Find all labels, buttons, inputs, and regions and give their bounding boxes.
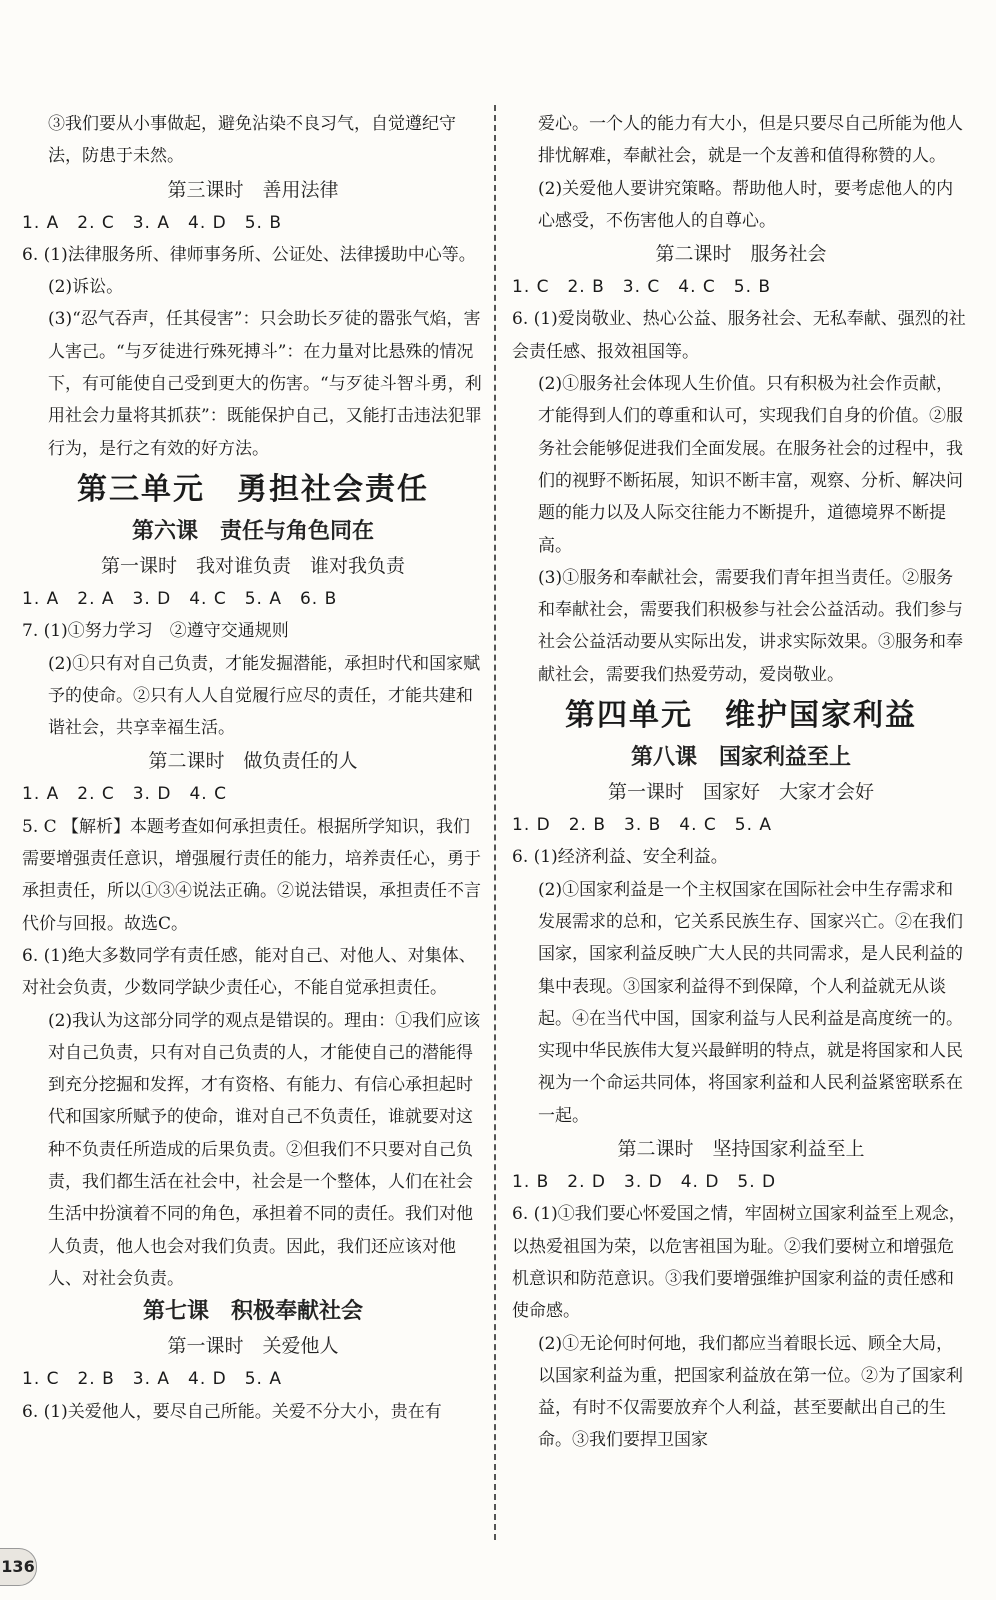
lesson-heading: 第八课 国家利益至上 <box>630 745 851 771</box>
answer-text: (3)①服务和奉献社会，需要我们青年担当责任。②服务和奉献社会，需要我们积极参与社会公益活动。我们参与社会公益活动要从实际出发，讲求实际效果。③服务和奉献社会，需要我们热爱劳动，爱岗敬业。 <box>538 567 963 685</box>
choice-answers: 1. A 2. C 3. D 4. C <box>22 784 227 805</box>
lesson-heading: 第六课 责任与角色同在 <box>131 518 374 544</box>
answer-text: (2)①服务社会体现人生价值。只有积极为社会作贡献，才能得到人们的尊重和认可，实现我们自身的价值。②服务社会能够促进我们全面发展。在服务社会的过程中，我们的视野不断拓展，知识不断丰富，观察、分析、解决问题的能力以及人际交往能力不断提升，道德境界不断提高。 <box>538 374 963 556</box>
answer-text: (2)我认为这部分同学的观点是错误的。理由：①我们应该对自己负责，只有对自己负责的人，才能使自己的潜能得到充分挖掘和发挥，才有资格、有能力、有信心承担起时代和国家所赋予的使命，谁对自己不负责任，谁就要对这种不负责任所造成的后果负责。②但我们不只要对自己负责，我们都生活在社会中，社会是一个整体，人们在社会生活中扮演着不同的角色，承担着不同的责任。我们对他人负责，他人也会对我们负责。因此，我们还应该对他人、对社会负责。 <box>48 1010 481 1289</box>
lesson-heading: 第七课 积极奉献社会 <box>142 1299 363 1325</box>
answer-text: 6. (1)法律服务所、律师事务所、公证处、法律援助中心等。 <box>22 244 476 265</box>
period-heading: 第一课时 关爱他人 <box>167 1335 339 1358</box>
answer-text: 6. (1)爱岗敬业、热心公益、服务社会、无私奉献、强烈的社会责任感、报效祖国等。 <box>512 309 966 362</box>
answer-text: (2)①无论何时何地，我们都应当着眼长远、顾全大局，以国家利益为重，把国家利益放在第一位。②为了国家利益，有时不仅需要放弃个人利益，甚至要献出自己的生命。③我们要捍卫国家 <box>538 1333 963 1451</box>
answer-text: (3)“忍气吞声，任其侵害”：只会助长歹徒的嚣张气焰，害人害己。“与歹徒进行殊死搏斗”：在力量对比悬殊的情况下，有可能使自己受到更大的伤害。“与歹徒斗智斗勇，利用社会力量将其抓获”：既能保护自己，又能打击违法犯罪行为，是行之有效的好方法。 <box>48 309 482 459</box>
answer-text: (2)关爱他人要讲究策略。帮助他人时，要考虑他人的内心感受，不伤害他人的自尊心。 <box>538 178 954 231</box>
choice-answers: 1. A 2. C 3. A 4. D 5. B <box>22 212 282 233</box>
answer-text: 爱心。一个人的能力有大小，但是只要尽自己所能为他人排忧解难，奉献社会，就是一个友善和值得称赞的人。 <box>538 114 963 167</box>
period-heading: 第二课时 坚持国家利益至上 <box>617 1138 865 1161</box>
answer-text: (2)①只有对自己负责，才能发掘潜能，承担时代和国家赋予的使命。②只有人人自觉履行应尽的责任，才能共建和谐社会，共享幸福生活。 <box>48 653 481 739</box>
period-heading: 第一课时 国家好 大家才会好 <box>607 781 874 804</box>
answer-text: 6. (1)绝大多数同学有责任感，能对自己、对他人、对集体、对社会负责，少数同学缺少责任心，不能自觉承担责任。 <box>22 945 476 999</box>
period-heading: 第三课时 善用法律 <box>167 178 339 201</box>
page-number: 136 <box>0 1548 37 1586</box>
period-heading: 第二课时 服务社会 <box>655 243 827 266</box>
answer-text: ③我们要从小事做起，避免沾染不良习气，自觉遵纪守法，防患于未然。 <box>48 114 456 167</box>
unit-heading: 第三单元 勇担社会责任 <box>77 471 429 507</box>
answer-text: (2)诉讼。 <box>48 277 124 298</box>
answer-text: 6. (1)经济利益、安全利益。 <box>512 847 728 868</box>
column-divider <box>494 105 496 1540</box>
answer-text: 7. (1)①努力学习 ②遵守交通规则 <box>22 621 289 642</box>
choice-answers: 1. C 2. B 3. C 4. C 5. B <box>512 277 772 298</box>
unit-heading: 第四单元 维护国家利益 <box>565 698 917 734</box>
choice-answers: 1. C 2. B 3. A 4. D 5. A <box>22 1369 282 1390</box>
right-column <box>512 108 970 1457</box>
answer-explanation: 5. C 【解析】本题考查如何承担责任。根据所学知识，我们需要增强责任意识，增强履行责任的能力，培养责任心，勇于承担责任，所以①③④说法正确。②说法错误，承担责任不言代价与回报。故选C。 <box>22 816 481 934</box>
answer-text: 6. (1)关爱他人，要尽自己所能。关爱不分大小，贵在有 <box>22 1401 442 1422</box>
period-heading: 第一课时 我对谁负责 谁对我负责 <box>100 554 405 577</box>
choice-answers: 1. A 2. A 3. D 4. C 5. A 6. B <box>22 588 338 609</box>
choice-answers: 1. B 2. D 3. D 4. D 5. D <box>512 1172 777 1193</box>
period-heading: 第二课时 做负责任的人 <box>148 750 358 773</box>
choice-answers: 1. D 2. B 3. B 4. C 5. A <box>512 815 773 836</box>
left-column <box>22 108 484 1428</box>
answer-text: (2)①国家利益是一个主权国家在国际社会中生存需求和发展需求的总和，它关系民族生存、国家兴亡。②在我们国家，国家利益反映广大人民的共同需求，是人民利益的集中表现。③国家利益得不到保障，个人利益就无从谈起。④在当代中国，国家利益与人民利益是高度统一的。实现中华民族伟大复兴最鲜明的特点，就是将国家和人民视为一个命运共同体，将国家利益和人民利益紧密联系在一起。 <box>538 879 963 1126</box>
answer-text: 6. (1)①我们要心怀爱国之情，牢固树立国家利益至上观念，以热爱祖国为荣，以危害祖国为耻。②我们要树立和增强危机意识和防范意识。③我们要增强维护国家利益的责任感和使命感。 <box>512 1204 966 1322</box>
